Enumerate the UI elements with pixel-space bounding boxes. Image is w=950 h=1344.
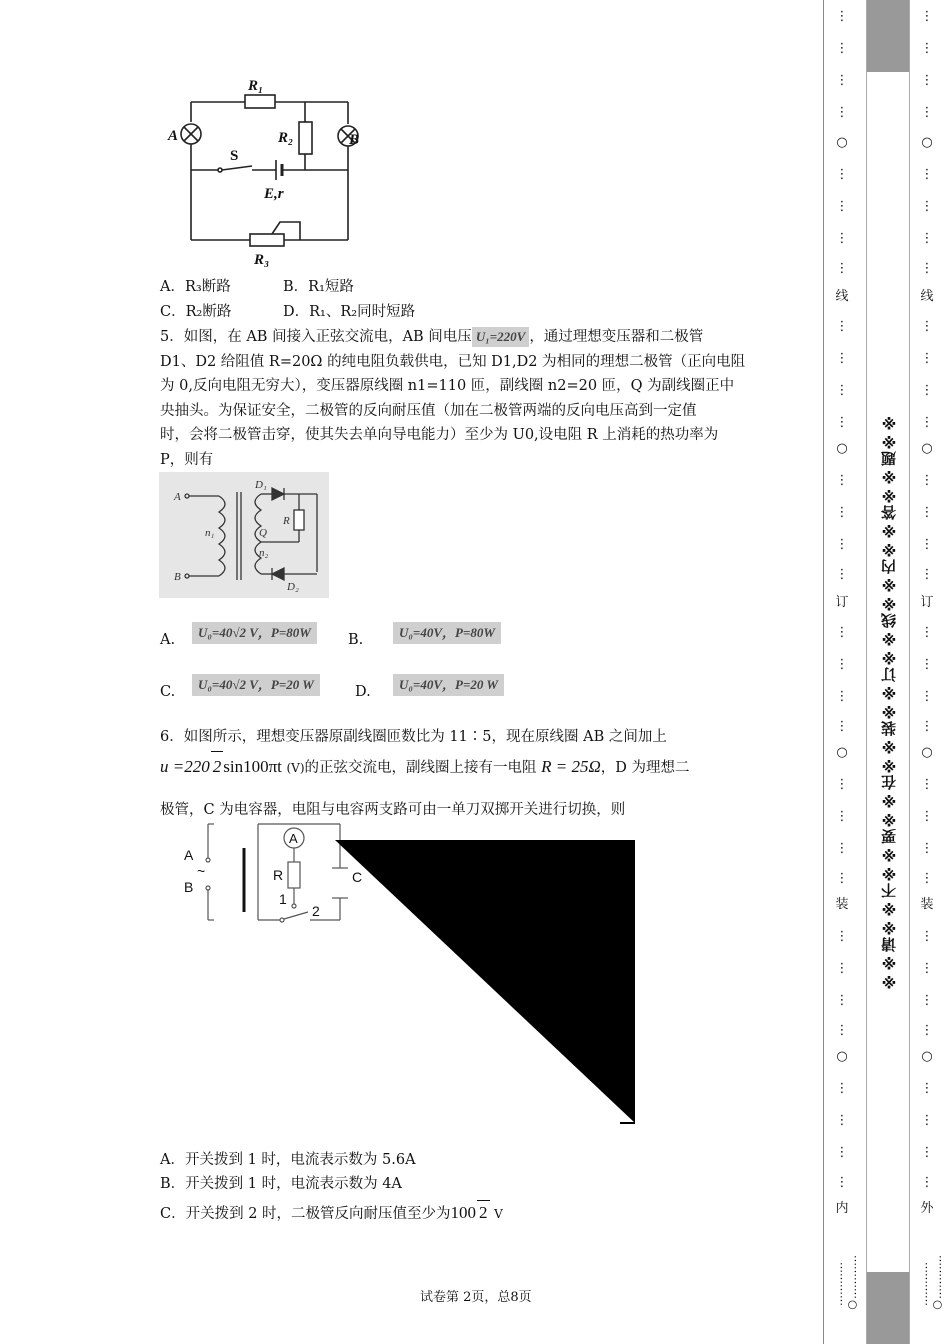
circle-icon: ○ bbox=[921, 1049, 933, 1064]
q6-fig-label-c: C bbox=[352, 869, 363, 885]
q6-line2-end: ，D 为理想二 bbox=[600, 760, 690, 776]
q6-line1: 6．如图所示，理想变压器原副线圈匝数比为 11∶5，现在原线圈 AB 之间加上 bbox=[160, 729, 667, 745]
q6-occluding-triangle bbox=[335, 840, 635, 1123]
circle-icon: ○ bbox=[836, 135, 848, 150]
dots: ⋮ bbox=[835, 505, 849, 520]
dots: ⋮ bbox=[920, 383, 934, 398]
margin-char-zhuang: 装 bbox=[920, 897, 934, 912]
inner-binding-column bbox=[832, 0, 859, 1344]
dots: ⋮ bbox=[835, 415, 849, 430]
q6-fig-label-ammeter: A bbox=[289, 831, 298, 846]
dots: ⋮ bbox=[835, 1081, 849, 1096]
dots: ⋮ bbox=[920, 167, 934, 182]
dots: ⋮ bbox=[835, 929, 849, 944]
dots: ⋮ bbox=[835, 1145, 849, 1160]
q5-fig-label-n2: n₂ bbox=[259, 547, 269, 559]
q6-fig-label-a: A bbox=[184, 847, 194, 863]
margin-char-xian: 线 bbox=[835, 289, 849, 304]
q6-option-c-unit: V bbox=[494, 1207, 503, 1221]
dots: ⋮ bbox=[835, 689, 849, 704]
q6-fig-label-1: 1 bbox=[279, 891, 287, 907]
outer-binding-column bbox=[917, 0, 944, 1344]
q5-option-d-value: U₀=40V，P=20 W bbox=[393, 674, 504, 696]
dots: ⋮ bbox=[920, 657, 934, 672]
dots: ⋮ bbox=[835, 1023, 849, 1038]
dots: ⋮ bbox=[835, 657, 849, 672]
dots: ⋮ bbox=[835, 841, 849, 856]
dots: ⋮ bbox=[920, 105, 934, 120]
q4-label-lamp-b: B bbox=[348, 132, 359, 148]
dots: ⋮ bbox=[920, 777, 934, 792]
dots: ⋮ bbox=[920, 505, 934, 520]
q6-option-b: B．开关拨到 1 时，电流表示数为 4A bbox=[160, 1176, 402, 1192]
dots: ⋮ bbox=[835, 73, 849, 88]
q4-option-a: A．R₃断路 bbox=[160, 279, 231, 295]
q4-label-r2: R₂ bbox=[278, 130, 294, 146]
q5-option-b-label: B. bbox=[348, 632, 364, 648]
dots: ⋮ bbox=[920, 351, 934, 366]
q5-option-b-value: U₀=40V，P=80W bbox=[393, 622, 501, 644]
q5-fig-label-a: A bbox=[174, 491, 181, 503]
q6-fig-label-b: B bbox=[184, 879, 194, 895]
margin-shade-bottom bbox=[867, 1272, 909, 1344]
dots: ⋮ bbox=[920, 841, 934, 856]
dots: ⋮ bbox=[920, 319, 934, 334]
dots: ⋮ bbox=[920, 231, 934, 246]
margin-char-nei: 内 bbox=[835, 1201, 849, 1216]
dots: ⋮ bbox=[920, 73, 934, 88]
dots: ⋮ bbox=[835, 41, 849, 56]
q6-option-a: A．开关拨到 1 时，电流表示数为 5.6A bbox=[160, 1152, 416, 1168]
q5-option-a-value: U₀=40√2 V，P=80W bbox=[192, 622, 317, 644]
page-footer: 试卷第 2页，总8页 bbox=[420, 1290, 532, 1305]
margin-bottom-marker: …………○………… bbox=[917, 1255, 944, 1313]
q4-label-source: E,r bbox=[264, 186, 284, 202]
q5-line4: 央抽头。为保证安全，二极管的反向耐压值（加在二极管两端的反向电压高到一定值 bbox=[160, 402, 697, 419]
dots: ⋮ bbox=[920, 689, 934, 704]
dots: ⋮ bbox=[835, 625, 849, 640]
dots: ⋮ bbox=[920, 567, 934, 582]
q5-transformer-figure bbox=[159, 472, 329, 598]
q5-option-a-label: A. bbox=[160, 632, 176, 648]
dots: ⋮ bbox=[920, 1113, 934, 1128]
q4-option-d: D．R₁、R₂同时短路 bbox=[283, 304, 416, 320]
circle-icon: ○ bbox=[921, 745, 933, 760]
q4-option-c: C．R₂断路 bbox=[160, 304, 232, 320]
dots: ⋮ bbox=[920, 1081, 934, 1096]
q5-line1-b: ，通过理想变压器和二极管 bbox=[529, 329, 704, 345]
q6-circuit-figure bbox=[180, 818, 640, 1128]
dots: ⋮ bbox=[920, 993, 934, 1008]
q4-label-switch: S bbox=[230, 148, 239, 164]
dots: ⋮ bbox=[920, 1023, 934, 1038]
q5-fig-label-r: R bbox=[283, 515, 290, 527]
dots: ⋮ bbox=[920, 1175, 934, 1190]
q4-option-b: B．R₁短路 bbox=[283, 279, 354, 295]
dots: ⋮ bbox=[835, 777, 849, 792]
q5-line3: 为 0,反向电阻无穷大），变压器原线圈 n1=110 匝，副线圈 n2=20 匝，Q 为副线圈正中 bbox=[160, 378, 735, 394]
q6-formula-rest: sin100πt bbox=[223, 757, 282, 776]
q5-line6: P，则有 bbox=[160, 451, 214, 468]
q6-formula-sqrt: 2 bbox=[211, 751, 224, 782]
q5-line2: D1、D2 给阻值 R=20Ω 的纯电阻负载供电，已知 D1,D2 为相同的理想二极管（正向电阻 bbox=[160, 353, 746, 370]
dots: ⋮ bbox=[835, 351, 849, 366]
q5-fig-label-n1: n₁ bbox=[205, 527, 215, 539]
dots: ⋮ bbox=[835, 167, 849, 182]
q6-formula-r: R = 25Ω bbox=[541, 757, 601, 776]
circle-icon: ○ bbox=[836, 441, 848, 456]
q4-circuit-figure bbox=[160, 72, 360, 272]
circle-icon: ○ bbox=[921, 135, 933, 150]
dots: ⋮ bbox=[920, 961, 934, 976]
q6-line2-mid: 的正弦交流电，副线圈上接有一电阻 bbox=[304, 760, 537, 776]
circle-icon: ○ bbox=[836, 1049, 848, 1064]
dots: ⋮ bbox=[835, 1113, 849, 1128]
dots: ⋮ bbox=[835, 319, 849, 334]
q5-fig-label-b: B bbox=[174, 571, 181, 583]
dots: ⋮ bbox=[920, 1145, 934, 1160]
q6-fig-label-2: 2 bbox=[312, 903, 320, 919]
dots: ⋮ bbox=[920, 537, 934, 552]
dots: ⋮ bbox=[835, 473, 849, 488]
dots: ⋮ bbox=[835, 537, 849, 552]
q6-option-c-value: 100 bbox=[450, 1203, 477, 1222]
q6-unit: (V) bbox=[286, 761, 305, 775]
dots: ⋮ bbox=[920, 719, 934, 734]
dots: ⋮ bbox=[835, 383, 849, 398]
margin-shade-top bbox=[867, 0, 909, 72]
q6-stem bbox=[160, 723, 790, 783]
no-answer-banner bbox=[866, 72, 910, 1272]
dots: ⋮ bbox=[835, 1175, 849, 1190]
dots: ⋮ bbox=[920, 625, 934, 640]
q6-option-c-sqrt: 2 bbox=[477, 1200, 490, 1225]
q5-option-c-value: U₀=40√2 V，P=20 W bbox=[192, 674, 320, 696]
q6-line3: 极管，C 为电容器，电阻与电容两支路可由一单刀双掷开关进行切换，则 bbox=[160, 802, 626, 818]
q6-fig-label-tilde: ~ bbox=[197, 863, 206, 879]
dots: ⋮ bbox=[835, 105, 849, 120]
dots: ⋮ bbox=[835, 567, 849, 582]
margin-char-wai: 外 bbox=[920, 1201, 934, 1216]
dots: ⋮ bbox=[920, 871, 934, 886]
dots: ⋮ bbox=[920, 415, 934, 430]
margin-char-xian: 线 bbox=[920, 289, 934, 304]
margin-bottom-marker: …………○………… bbox=[832, 1255, 859, 1313]
dots: ⋮ bbox=[920, 473, 934, 488]
dots: ⋮ bbox=[920, 261, 934, 276]
q4-label-r1: R₁ bbox=[248, 78, 264, 94]
q5-line5: 时，会将二极管击穿，使其失去单向导电能力）至少为 U0,设电阻 R 上消耗的热功率为 bbox=[160, 427, 719, 443]
q5-stem bbox=[160, 325, 790, 472]
dots: ⋮ bbox=[920, 199, 934, 214]
banner-text: ※※请※※不※※要※※在※※装※※订※※线※※内※※答※※题※※ bbox=[880, 412, 898, 990]
q5-u1-formula: U₁=220V bbox=[472, 327, 530, 347]
circle-icon: ○ bbox=[921, 441, 933, 456]
q4-label-lamp-a: A bbox=[168, 128, 179, 144]
q5-fig-label-q: Q bbox=[259, 527, 267, 539]
q6-option-c: C．开关拨到 2 时，二极管反向耐压值至少为100 2 V bbox=[160, 1200, 503, 1226]
dots: ⋮ bbox=[835, 993, 849, 1008]
q5-option-d-label: D. bbox=[355, 684, 371, 700]
margin-char-ding: 订 bbox=[835, 595, 849, 610]
dots: ⋮ bbox=[835, 231, 849, 246]
dots: ⋮ bbox=[920, 9, 934, 24]
dots: ⋮ bbox=[835, 809, 849, 824]
q5-line1-a: 5．如图，在 AB 间接入正弦交流电，AB 间电压 bbox=[160, 329, 472, 345]
dots: ⋮ bbox=[920, 929, 934, 944]
q5-option-c-label: C. bbox=[160, 684, 176, 700]
dots: ⋮ bbox=[835, 261, 849, 276]
dots: ⋮ bbox=[835, 199, 849, 214]
margin-char-ding: 订 bbox=[920, 595, 934, 610]
q5-fig-label-d2: D₂ bbox=[287, 581, 299, 593]
dots: ⋮ bbox=[835, 9, 849, 24]
dots: ⋮ bbox=[920, 809, 934, 824]
q6-formula-u: u =220 bbox=[160, 757, 210, 776]
dots: ⋮ bbox=[835, 961, 849, 976]
q6-fig-label-r: R bbox=[273, 867, 284, 883]
dots: ⋮ bbox=[920, 41, 934, 56]
dots: ⋮ bbox=[835, 719, 849, 734]
dots: ⋮ bbox=[835, 871, 849, 886]
margin-char-zhuang: 装 bbox=[835, 897, 849, 912]
q5-fig-label-d1: D₁ bbox=[255, 479, 267, 491]
circle-icon: ○ bbox=[836, 745, 848, 760]
q4-label-r3: R₃ bbox=[254, 252, 270, 268]
